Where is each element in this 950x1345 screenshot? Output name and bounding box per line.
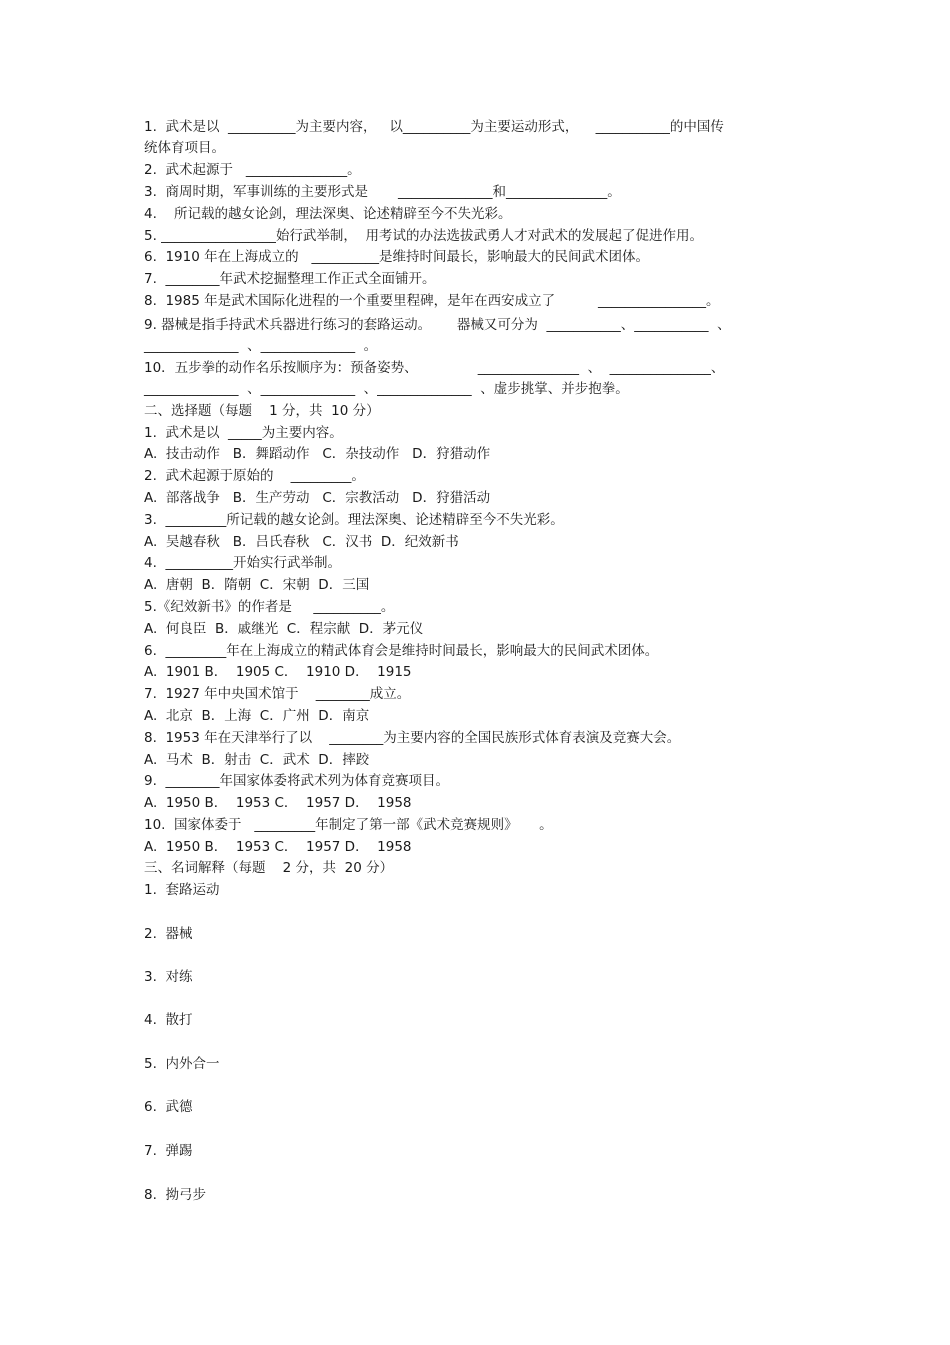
- choice-q6: 6. _________年在上海成立的精武体育会是维持时间最长，影响最大的民间武术团体。: [144, 643, 659, 659]
- choice-q4-options: A. 唐朝 B．隋朝 C．宋朝 D．三国: [144, 577, 370, 593]
- choice-q5-options: A. 何良臣 B．戚继光 C．程宗献 D．茅元仪: [144, 621, 424, 637]
- term-item: 4. 散打: [144, 1012, 193, 1028]
- choice-q4: 4. __________开始实行武举制。: [144, 555, 341, 571]
- fill-q10-line2: ______________ 、______________ 、______________ 、虚步挑掌、并步抱拳。: [144, 381, 629, 397]
- choice-q2-options: A. 部落战争 B．生产劳动 C．宗教活动 D．狩猎活动: [144, 490, 491, 506]
- fill-q6: 6. 1910 年在上海成立的 __________是维持时间最长，影响最大的民间武术团体。: [144, 249, 649, 265]
- choice-q10: 10. 国家体委于 _________年制定了第一部《武术竞赛规则》 。: [144, 817, 553, 833]
- fill-q1-line2: 统体育项目。: [144, 140, 225, 156]
- term-item: 7. 弹踢: [144, 1143, 193, 1159]
- choice-q10-options: A. 1950 B． 1953 C． 1957 D． 1958: [144, 839, 412, 855]
- fill-q9-line1: 9. 器械是指手持武术兵器进行练习的套路运动。 器械又可分为 ___________、___________ 、: [144, 317, 731, 333]
- choice-q8-options: A. 马术 B．射击 C．武术 D．摔跤: [144, 752, 370, 768]
- fill-q5: 5. _________________始行武举制， 用考试的办法选拔武勇人才对武术的发展起了促进作用。: [144, 228, 704, 244]
- choice-q9: 9. ________年国家体委将武术列为体育竞赛项目。: [144, 773, 449, 789]
- choice-q5: 5.《纪效新书》的作者是 __________。: [144, 599, 395, 615]
- choice-q2: 2. 武术起源于原始的 _________。: [144, 468, 365, 484]
- choice-q3: 3. _________所记载的越女论剑。理法深奥、论述精辟至今不失光彩。: [144, 512, 564, 528]
- choice-q8: 8. 1953 年在天津举行了以 ________为主要内容的全国民族形式体育表演及竞赛大会。: [144, 730, 681, 746]
- choice-heading: 二、选择题（每题 1 分，共 10 分）: [144, 403, 380, 419]
- term-item: 5. 内外合一: [144, 1056, 220, 1072]
- fill-q4: 4. 所记载的越女论剑，理法深奥、论述精辟至今不失光彩。: [144, 206, 512, 222]
- fill-q7: 7. ________年武术挖掘整理工作正式全面铺开。: [144, 271, 436, 287]
- choice-q6-options: A. 1901 B． 1905 C． 1910 D． 1915: [144, 664, 412, 680]
- term-item: 2. 器械: [144, 926, 193, 942]
- choice-q9-options: A. 1950 B． 1953 C． 1957 D． 1958: [144, 795, 412, 811]
- fill-q1-line1: 1. 武术是以 __________为主要内容， 以__________为主要运动形式， ___________的中国传: [144, 119, 724, 135]
- choice-q1: 1. 武术是以 _____为主要内容。: [144, 425, 343, 441]
- term-item: 1. 套路运动: [144, 882, 220, 898]
- term-item: 3. 对练: [144, 969, 193, 985]
- fill-q9-line2: ______________ 、______________ 。: [144, 338, 378, 354]
- fill-q10-line1: 10．五步拳的动作名乐按顺序为：预备姿势、 _______________ 、 _______________、: [144, 360, 725, 376]
- fill-q3: 3. 商周时期，军事训练的主要形式是 ______________和_______________。: [144, 184, 621, 200]
- choice-q7-options: A. 北京 B．上海 C．广州 D．南京: [144, 708, 370, 724]
- fill-q8: 8. 1985 年是武术国际化进程的一个重要里程碑，是年在西安成立了 ________________。: [144, 293, 720, 309]
- choice-q3-options: A. 吴越春秋 B．吕氏春秋 C．汉书 D．纪效新书: [144, 534, 459, 550]
- term-item: 8. 拗弓步: [144, 1187, 206, 1203]
- fill-q2: 2. 武术起源于 _______________。: [144, 162, 361, 178]
- terms-heading: 三、名词解释（每题 2 分，共 20 分）: [144, 860, 394, 876]
- choice-q7: 7. 1927 年中央国术馆于 ________成立。: [144, 686, 411, 702]
- choice-q1-options: A. 技击动作 B．舞蹈动作 C．杂技动作 D．狩猎动作: [144, 446, 491, 462]
- term-item: 6. 武德: [144, 1099, 193, 1115]
